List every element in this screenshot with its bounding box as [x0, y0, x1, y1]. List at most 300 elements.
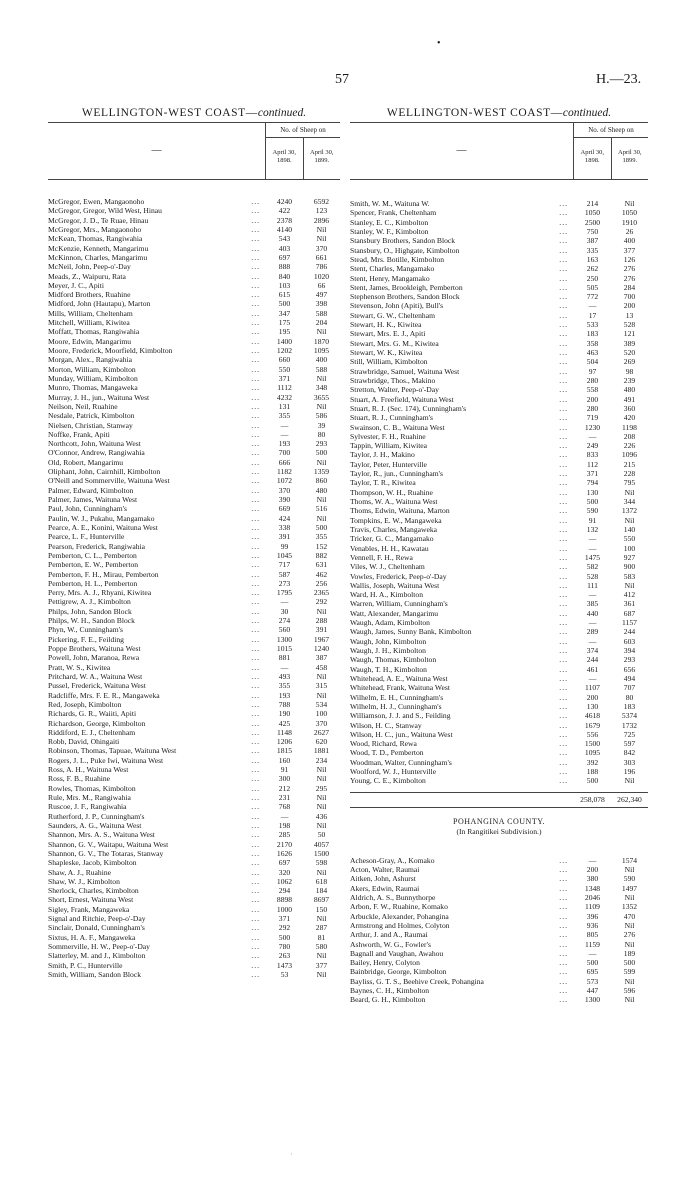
table-row [48, 886, 340, 895]
table-row [48, 709, 340, 718]
sheep-1898: 193 [278, 439, 291, 449]
table-row [350, 721, 648, 730]
owner-name: Still, William, Kimbolton [350, 357, 428, 367]
sheep-1898: 422 [278, 206, 291, 216]
sheep-1898: 1062 [276, 876, 293, 886]
leader-dots: ... [251, 914, 260, 924]
sheep-1898: 1202 [276, 346, 293, 355]
table-row [48, 905, 340, 914]
sheep-1898: 936 [586, 920, 599, 930]
sheep-1899: 1497 [621, 883, 638, 893]
sheep-1899: Nil [316, 234, 327, 244]
owner-name: Ruscoe, J. F., Rangiwahia [48, 802, 127, 812]
owner-name: Sylvester, F. H., Ruahine [350, 431, 426, 441]
sheep-1898: 99 [280, 541, 289, 551]
sheep-1898: 198 [278, 820, 291, 830]
table-row [48, 672, 340, 681]
owner-name: Stansbury, O., Highgate, Kimbolton [350, 245, 460, 255]
table-row [48, 691, 340, 700]
table-row [350, 339, 648, 348]
sheep-1899: Nil [316, 327, 327, 337]
sheep-1898: 768 [278, 802, 291, 812]
sheep-1899: Nil [316, 671, 327, 681]
sheep-1898: 280 [586, 403, 599, 413]
sheep-1898: 358 [586, 338, 599, 348]
table-row [48, 858, 340, 867]
table-row [48, 234, 340, 243]
sheep-1898: 4240 [276, 197, 293, 206]
owner-name: Stevenson, John (Apiti), Bull's [350, 301, 444, 311]
owner-name: Signal and Ritchie, Peep-o'-Day [48, 914, 146, 924]
owner-name: Moffatt, Thomas, Rangiwahia [48, 327, 140, 337]
owner-name: Thoms, Edwin, Waituna, Marton [350, 506, 450, 516]
leader-dots: ... [251, 532, 260, 542]
table-row [48, 421, 340, 430]
sheep-1899: 436 [315, 811, 328, 821]
sheep-1898: 695 [586, 967, 599, 977]
leader-dots: ... [251, 373, 260, 383]
sheep-1898: — [588, 618, 597, 628]
sheep-1898: 772 [586, 292, 599, 302]
leader-dots: ... [251, 969, 260, 979]
leader-dots: ... [251, 346, 260, 355]
table-row [350, 977, 648, 986]
leader-dots: ... [251, 839, 260, 849]
sheep-1899: 588 [315, 364, 328, 374]
sheep-1899: 458 [315, 662, 328, 672]
owner-name: Paulin, W. J., Pukahu, Mangamako [48, 513, 155, 523]
sheep-1898: 371 [278, 373, 291, 383]
sheep-1899: 470 [623, 911, 636, 921]
leader-dots: ... [251, 727, 260, 737]
sheep-1899: Nil [316, 867, 327, 877]
owner-name: O'Neill and Sommerville, Waituna West [48, 476, 170, 486]
table-row [350, 357, 648, 366]
table-row [350, 385, 648, 394]
leader-dots: ... [251, 569, 260, 579]
leader-dots: ... [559, 264, 568, 274]
sheep-1899: 370 [315, 243, 328, 253]
leader-dots: ... [559, 497, 568, 506]
table-row [350, 665, 648, 674]
leader-dots: ... [251, 867, 260, 877]
sheep-1898: 338 [278, 522, 291, 532]
left-column [48, 104, 340, 979]
table-row [48, 895, 340, 904]
owner-name: Powell, John, Maranoa, Rewa [48, 653, 140, 663]
sheep-1898: 103 [278, 280, 291, 290]
sheep-1899: 599 [623, 967, 636, 977]
table-row [48, 868, 340, 877]
sheep-1899: 293 [623, 655, 636, 665]
table-row [48, 812, 340, 821]
table-row [48, 570, 340, 579]
table-row [350, 748, 648, 757]
sheep-1898: 355 [278, 681, 291, 691]
sheep-1899: 583 [623, 571, 636, 581]
sheep-1898: 292 [278, 923, 291, 933]
sheep-1899: 1870 [313, 336, 330, 346]
leader-dots: ... [251, 485, 260, 495]
leader-dots: ... [559, 552, 568, 562]
leader-dots: ... [251, 737, 260, 747]
owner-name: Shannon, G. V., The Totaras, Stanway [48, 848, 164, 858]
sheep-1898: 424 [278, 513, 291, 523]
owner-name: Robinson, Thomas, Tapuae, Waituna West [48, 746, 177, 756]
sheep-1899: 256 [315, 578, 328, 588]
table-row [350, 874, 648, 883]
sheep-1899: 620 [315, 737, 328, 747]
owner-name: Stanley, E. C., Kimbolton [350, 217, 429, 227]
table-row [48, 244, 340, 253]
sheep-1899: 360 [623, 403, 636, 413]
sheep-1898: 1230 [584, 422, 601, 432]
owner-name: Ward, H. A., Kimbolton [350, 590, 423, 600]
table-row [48, 383, 340, 392]
sheep-1899: Nil [316, 802, 327, 812]
owner-name: Stansbury Brothers, Sandon Block [350, 236, 456, 246]
sheep-1899: Nil [624, 515, 635, 525]
leader-dots: ... [251, 243, 260, 253]
sheep-1898: 1000 [276, 904, 293, 914]
owner-name: Waugh, Thomas, Kimbolton [350, 655, 437, 665]
owner-name: Pemberton, H. L., Pemberton [48, 578, 138, 588]
sheep-1899: Nil [624, 995, 635, 1005]
owner-name: Midford, John (Hautapu), Marton [48, 299, 151, 309]
sheep-1898: 788 [278, 699, 291, 709]
owner-name: McKenzie, Kenneth, Mangarimu [48, 243, 149, 253]
sheep-1899: Nil [624, 199, 635, 208]
leader-dots: ... [559, 422, 568, 432]
leader-dots: ... [559, 524, 568, 534]
owner-name: McGregor, Ewen, Mangaonoho [48, 197, 145, 206]
leader-dots: ... [559, 986, 568, 996]
sheep-1899: 900 [623, 562, 636, 572]
leader-dots: ... [559, 441, 568, 451]
sheep-1898: 533 [586, 320, 599, 330]
sheep-1898: 1206 [276, 737, 293, 747]
sheep-1899: 215 [623, 459, 636, 469]
owner-name: Mills, William, Cheltenham [48, 308, 133, 318]
sheep-1899: 391 [315, 625, 328, 635]
leader-dots: ... [559, 515, 568, 525]
sheep-1899: 98 [625, 366, 634, 376]
sheep-1899: 842 [623, 748, 636, 758]
sheep-1899: Nil [316, 793, 327, 802]
leader-dots: ... [559, 543, 568, 553]
owner-name: Whitehead, A. E., Waituna West [350, 673, 448, 683]
sheep-1898: 250 [586, 273, 599, 283]
table-row [48, 560, 340, 569]
total-1899: 262,340 [617, 794, 642, 804]
owner-name: Vennell, F. H., Rewa [350, 552, 413, 562]
table-row [48, 588, 340, 597]
leader-dots: ... [251, 606, 260, 616]
leader-dots: ... [251, 495, 260, 504]
table-row [350, 404, 648, 413]
owner-name: Arbuckle, Alexander, Pohangina [350, 911, 449, 921]
table-row [350, 902, 648, 911]
sheep-1899: Nil [624, 580, 635, 590]
leader-dots: ... [251, 429, 260, 439]
owner-name: Slatterley, M. and J., Kimbolton [48, 951, 146, 961]
sheep-1898: — [588, 855, 597, 865]
owner-name: Bagnall and Vaughan, Awahou [350, 948, 444, 958]
leader-dots: ... [559, 720, 568, 730]
table-row [350, 683, 648, 692]
table-row [48, 840, 340, 849]
owner-name: Stewart, W. K., Kiwitea [350, 348, 423, 357]
leader-dots: ... [251, 932, 260, 942]
leader-dots: ... [251, 765, 260, 775]
sheep-1898: 300 [278, 774, 291, 784]
leader-dots: ... [251, 783, 260, 793]
sheep-1899: 184 [315, 886, 328, 896]
owner-name: Stretton, Walter, Peep-o'-Day [350, 385, 439, 395]
owner-name: Stanley, W. F., Kimbolton [350, 226, 429, 236]
table-row [350, 264, 648, 273]
owner-name: Travis, Charles, Mangaweka [350, 524, 438, 534]
leader-dots: ... [251, 886, 260, 896]
table-row [350, 646, 648, 655]
sheep-1899: 239 [623, 375, 636, 385]
leader-dots: ... [251, 671, 260, 681]
leader-dots: ... [559, 618, 568, 628]
right-section-title: WELLINGTON-WEST COAST—continued. [386, 107, 612, 119]
sheep-1899: 13 [625, 310, 634, 320]
owner-name: Shannon, G. V., Waitapu, Waituna West [48, 839, 169, 849]
sheep-1898: 370 [278, 485, 291, 495]
sheep-1898: 1473 [276, 960, 293, 970]
leader-dots: ... [559, 608, 568, 618]
sheep-1898: 1475 [584, 552, 601, 562]
owner-name: Nesdale, Patrick, Kimbolton [48, 411, 135, 421]
sheep-1898: 493 [278, 671, 291, 681]
owner-name: Bailey, Henry, Colyton [350, 958, 420, 968]
sheep-1898: 560 [278, 625, 291, 635]
sheep-1899: 590 [623, 874, 636, 884]
owner-name: Thompson, W. H., Ruahine [350, 487, 433, 497]
leader-dots: ... [559, 208, 568, 218]
owner-name: Nielsen, Christian, Stanway [48, 420, 133, 430]
leader-dots: ... [559, 282, 568, 292]
owner-name: Pearce, A. E., Konini, Waituna West [48, 522, 158, 532]
sheep-1898: 461 [586, 664, 599, 674]
owner-name: Robb, David, Ohingaiti [48, 737, 120, 747]
leader-dots: ... [559, 450, 568, 460]
sheep-1899: 292 [315, 597, 328, 607]
sheep-1898: 2046 [584, 892, 601, 902]
sheep-1898: 212 [278, 783, 291, 793]
table-row [48, 849, 340, 858]
sheep-1899: 786 [315, 262, 328, 272]
sheep-1898: 556 [586, 729, 599, 739]
sheep-1898: 697 [278, 252, 291, 262]
table-row [350, 348, 648, 357]
owner-name: Pemberton, E. W., Pemberton [48, 560, 139, 570]
table-row [350, 693, 648, 702]
table-row [350, 637, 648, 646]
owner-name: Rowles, Thomas, Kimbolton [48, 783, 136, 793]
leader-dots: ... [559, 357, 568, 367]
leader-dots: ... [251, 662, 260, 672]
leader-dots: ... [251, 401, 260, 411]
sheep-1899: 284 [623, 282, 636, 292]
owner-name: Ross, A. H., Waituna West [48, 765, 129, 775]
table-row [350, 488, 648, 497]
owner-name: Wilson, H. C., jun., Waituna West [350, 729, 453, 739]
owner-name: Taylor, T. R., Kiwitea [350, 478, 416, 488]
table-row [350, 450, 648, 459]
leader-dots: ... [559, 701, 568, 711]
county-heading: POHANGINA COUNTY. [453, 816, 545, 826]
sheep-1898: 390 [278, 495, 291, 504]
owner-name: Taylor, J. H., Makino [350, 450, 415, 460]
sheep-1898: — [280, 597, 289, 607]
owner-name: Phyn, W., Cunningham's [48, 625, 123, 635]
table-row [48, 663, 340, 672]
table-row [350, 516, 648, 525]
leader-dots: ... [559, 883, 568, 893]
sheep-1898: 1348 [584, 883, 601, 893]
sheep-1898: — [588, 948, 597, 958]
table-row [350, 599, 648, 608]
sheep-1898: 132 [586, 524, 599, 534]
leader-dots: ... [559, 236, 568, 246]
leader-dots: ... [251, 848, 260, 858]
sheep-1899: 398 [315, 299, 328, 309]
sheep-1899: 412 [623, 590, 636, 600]
table-row [48, 914, 340, 923]
table-row [48, 523, 340, 532]
leader-dots: ... [559, 459, 568, 469]
table-row [48, 272, 340, 281]
table-row [350, 534, 648, 543]
leader-dots: ... [251, 951, 260, 961]
sheep-1898: 500 [278, 299, 291, 309]
sheep-1898: 97 [588, 366, 597, 376]
sheep-1898: 112 [586, 459, 599, 469]
sheep-1899: 1352 [621, 902, 638, 912]
sheep-1899: Nil [316, 373, 327, 383]
leader-dots: ... [251, 448, 260, 458]
table-row [350, 739, 648, 748]
owner-name: Warren, William, Cunningham's [350, 599, 448, 609]
table-row [48, 644, 340, 653]
sheep-1898: 719 [586, 413, 599, 423]
table-row [350, 758, 648, 767]
table-row [350, 856, 648, 865]
sheep-1899: Nil [316, 765, 327, 775]
owner-name: Riddiford, E. J., Cheltenham [48, 727, 136, 737]
owner-name: Whitehead, Frank, Waituna West [350, 683, 450, 693]
leader-dots: ... [251, 625, 260, 635]
owner-name: Philps, John, Sandon Block [48, 606, 132, 616]
table-row [350, 572, 648, 581]
sheep-1899: Nil [316, 495, 327, 504]
sheep-1898: 403 [278, 243, 291, 253]
table-row [350, 525, 648, 534]
sheep-1899: Nil [316, 401, 327, 411]
sheep-1898: 263 [278, 951, 291, 961]
sheep-1899: 491 [623, 394, 636, 404]
sheep-1899: 550 [623, 534, 636, 544]
sheep-1898: 91 [588, 515, 597, 525]
owner-name: Munro, Thomas, Mangaweka [48, 383, 138, 393]
table-row [350, 553, 648, 562]
leader-dots: ... [559, 874, 568, 884]
sheep-1899: 1500 [313, 848, 330, 858]
sheep-1899: 80 [625, 692, 634, 702]
sheep-1898: 447 [586, 986, 599, 996]
sheep-1899: Nil [624, 939, 635, 949]
sheep-1898: — [280, 420, 289, 430]
owner-name: Stuart, R. J. (Sec. 174), Cunningham's [350, 403, 467, 413]
owner-name: Munday, William, Kimbolton [48, 373, 138, 383]
table-row [350, 236, 648, 245]
sheep-1898: 558 [586, 385, 599, 395]
sheep-1899: 315 [315, 681, 328, 691]
sheep-1899: 293 [315, 439, 328, 449]
sheep-1899: 1372 [621, 506, 638, 516]
owner-name: Stent, James, Brookleigh, Pemberton [350, 282, 463, 292]
table-row [48, 374, 340, 383]
sheep-1899: 123 [315, 206, 328, 216]
table-row [350, 441, 648, 450]
table-row [350, 609, 648, 618]
leader-dots: ... [251, 802, 260, 812]
sheep-1898: 1182 [277, 467, 292, 477]
leader-dots: ... [251, 560, 260, 570]
owner-name: Sigley, Frank, Mangaweka [48, 904, 130, 914]
table-row [350, 995, 648, 1004]
leader-dots: ... [251, 290, 260, 300]
table-row [350, 940, 648, 949]
leader-dots: ... [559, 776, 568, 786]
owner-name: Shapleske, Jacob, Kimbolton [48, 858, 137, 868]
leader-dots: ... [559, 217, 568, 227]
sheep-1899: 287 [315, 923, 328, 933]
table-row [48, 728, 340, 737]
owner-name: Stead, Mrs. Botille, Kimbolton [350, 254, 445, 264]
sheep-1899: 725 [623, 729, 636, 739]
leader-dots: ... [251, 234, 260, 244]
table-row [48, 318, 340, 327]
sheep-1899: 303 [623, 757, 636, 767]
owner-name: Watt, Alexander, Mangarimu [350, 608, 439, 618]
owner-name: Vowles, Frederick, Peep-o'-Day [350, 571, 447, 581]
sheep-1899: 2896 [313, 215, 330, 225]
sheep-1898: 91 [280, 765, 289, 775]
pohangina-table-body [350, 856, 648, 1005]
sheep-1899: 795 [623, 478, 636, 488]
sheep-count-header: No. of Sheep on [266, 123, 340, 138]
sheep-1899: 150 [315, 904, 328, 914]
sheep-1899: 66 [317, 280, 326, 290]
owner-name: Short, Ernest, Waituna West [48, 895, 134, 905]
owner-name: Pickering, F. E., Feilding [48, 634, 124, 644]
leader-dots: ... [251, 197, 260, 206]
sheep-1899: 276 [623, 273, 636, 283]
page-number: 57 [335, 72, 349, 87]
leader-dots: ... [251, 364, 260, 374]
owner-name: Arthur, J. and A., Raumai [350, 930, 428, 940]
sheep-1899: 377 [315, 960, 328, 970]
owner-name: Meads, Z., Waipuru, Rata [48, 271, 126, 281]
leader-dots: ... [559, 254, 568, 264]
leader-dots: ... [251, 644, 260, 653]
owner-name: Old, Robert, Mangarimu [48, 457, 124, 467]
